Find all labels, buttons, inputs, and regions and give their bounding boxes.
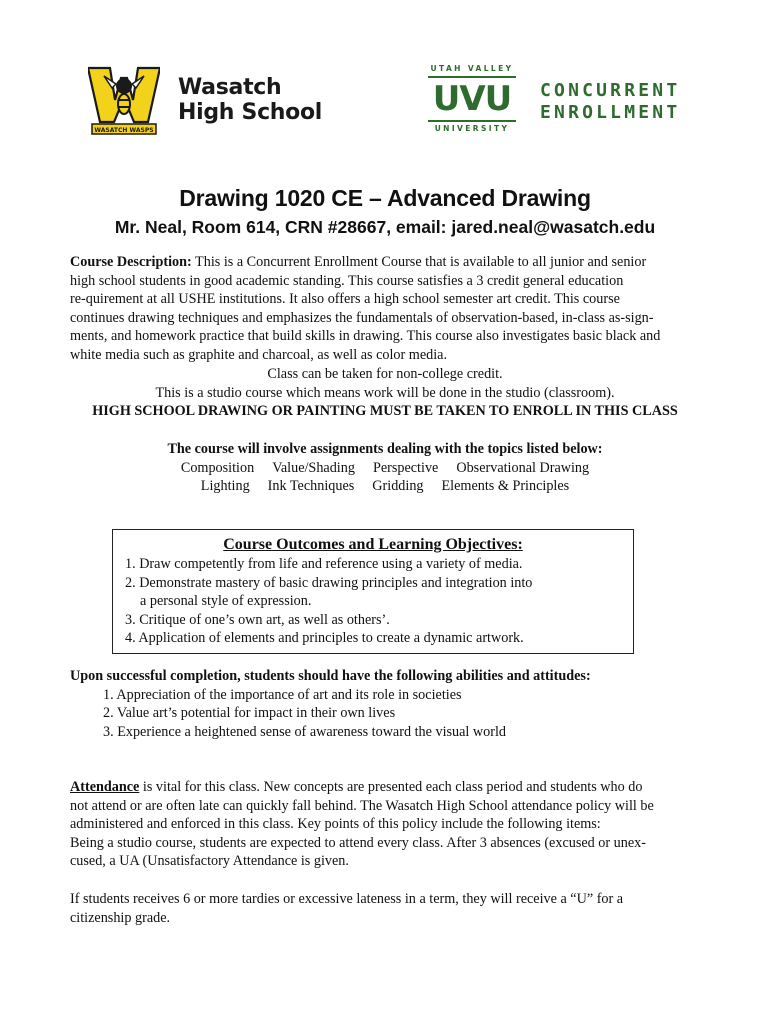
topic-item: Observational Drawing	[456, 459, 590, 476]
concurrent-line1: CONCURRENT	[540, 80, 681, 101]
attendance-label: Attendance	[70, 779, 140, 795]
outcome-item-continued: a personal style of expression.	[140, 593, 312, 610]
instructor-info: Mr. Neal, Room 614, CRN #28667, email: jared.neal@wasatch.edu	[114, 217, 656, 237]
school-name-line1: Wasatch	[178, 75, 282, 100]
course-description	[70, 253, 710, 365]
tardies-line: citizenship grade.	[70, 909, 171, 926]
concurrent-line2: ENROLLMENT	[540, 102, 681, 123]
uvu-divider-top	[428, 76, 516, 78]
ability-item: 2. Value art’s potential for impact in their own lives	[103, 705, 396, 722]
uvu-top-text: UTAH VALLEY	[430, 64, 514, 73]
topics-heading: The course will involve assignments dealing with the topics listed below:	[167, 441, 603, 457]
outcome-item: 1. Draw competently from life and reference using a variety of media.	[125, 556, 523, 572]
school-name-line2: High School	[178, 100, 323, 125]
outcomes-list	[125, 555, 630, 648]
description-line: continues drawing techniques and emphasizes the fundamentals of observation-based, in-class as-sign-	[70, 309, 654, 326]
wasatch-w-icon	[88, 64, 160, 136]
topic-item: Value/Shading	[272, 459, 355, 476]
ability-item: 1. Appreciation of the importance of art and its role in societies	[103, 686, 462, 703]
wasatch-wordmark	[178, 75, 322, 125]
course-notes	[0, 365, 770, 421]
topic-item: Perspective	[372, 459, 439, 476]
wasatch-logo	[82, 60, 342, 140]
topics-section	[0, 440, 770, 496]
studio-note: This is a studio course which means work will be done in the studio (classroom).	[155, 384, 615, 401]
attendance-line: administered and enforced in this class. Key points of this policy include the following items:	[70, 816, 601, 833]
attendance-section	[70, 778, 710, 871]
attendance-line: is vital for this class. New concepts are presented each class period and students who do	[139, 779, 643, 795]
topic-item: Elements & Principles	[441, 478, 570, 495]
attendance-line: Being a studio course, students are expected to attend every class. After 3 absences (excused or unex-	[70, 834, 646, 851]
abilities-section	[70, 667, 710, 741]
tardies-line: If students receives 6 or more tardies or excessive lateness in a term, they will receive a “U” for a	[70, 891, 624, 907]
description-line: re-quirement at all USHE institutions. It also offers a high school semester art credit. This course	[70, 291, 620, 308]
topics-row-1	[0, 459, 770, 478]
description-line: white media such as graphite and charcoal, as well as color media.	[70, 346, 448, 363]
uvu-logo	[428, 62, 518, 138]
topic-item: Composition	[180, 459, 255, 476]
concurrent-enrollment-wordmark	[540, 80, 680, 124]
tardies-section	[70, 890, 710, 927]
topics-row-2	[0, 477, 770, 496]
uvu-mark-text: UVU	[432, 79, 512, 119]
non-college-note: Class can be taken for non-college credit.	[267, 366, 503, 382]
course-title: Drawing 1020 CE – Advanced Drawing	[179, 185, 591, 211]
wasatch-banner-text: WASATCH WASPS	[94, 127, 154, 134]
outcomes-box	[112, 529, 634, 654]
outcome-item: 3. Critique of one’s own art, as well as others’.	[125, 611, 390, 628]
attendance-line: cused, a UA (Unsatisfactory Attendance is given.	[70, 853, 349, 870]
ability-item: 3. Experience a heightened sense of awareness toward the visual world	[103, 723, 507, 740]
description-label: Course Description:	[70, 254, 192, 270]
topic-item: Lighting	[200, 478, 250, 495]
topic-item: Gridding	[372, 478, 424, 495]
outcome-item: 2. Demonstrate mastery of basic drawing principles and integration into	[125, 574, 533, 591]
description-line: ments, and homework practice that build skills in drawing. This course also investigates basic black and	[70, 328, 661, 345]
abilities-heading: Upon successful completion, students should have the following abilities and attitudes:	[70, 668, 591, 684]
attendance-line: not attend or are often late can quickly fall behind. The Wasatch High School attendance policy will be	[70, 797, 654, 814]
outcomes-title: Course Outcomes and Learning Objectives:	[223, 536, 523, 553]
prerequisite-note: HIGH SCHOOL DRAWING OR PAINTING MUST BE TAKEN TO ENROLL IN THIS CLASS	[92, 403, 678, 420]
uvu-bottom-text: UNIVERSITY	[434, 124, 510, 133]
description-line: This is a Concurrent Enrollment Course that is available to all junior and senior	[191, 254, 647, 270]
uvu-divider-bottom	[428, 120, 516, 122]
outcome-item: 4. Application of elements and principles to create a dynamic artwork.	[125, 630, 524, 647]
topic-item: Ink Techniques	[267, 478, 355, 495]
description-line: high school students in good academic standing. This course satisfies a 3 credit general education	[70, 272, 624, 289]
